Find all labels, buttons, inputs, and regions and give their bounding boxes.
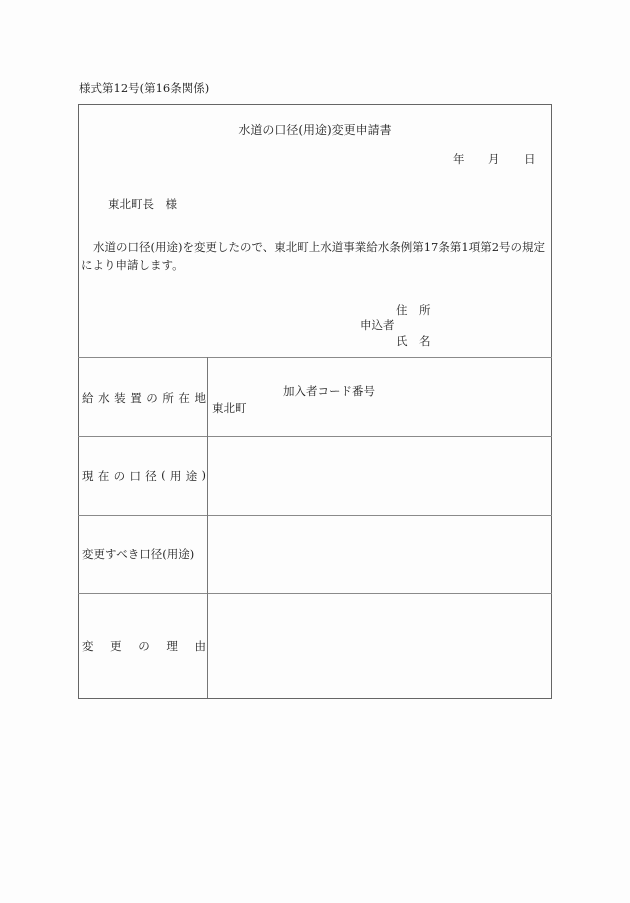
location-town: 東北町 bbox=[212, 401, 247, 415]
row-divider bbox=[78, 436, 552, 437]
form-number: 様式第12号(第16条関係) bbox=[79, 81, 210, 95]
label-char: 途 bbox=[185, 469, 198, 483]
document-title: 水道の口径(用途)変更申請書 bbox=[238, 123, 392, 137]
change-reason-label bbox=[82, 638, 206, 654]
row-divider bbox=[78, 515, 552, 516]
applicant-label: 申込者 bbox=[360, 318, 395, 332]
label-char: 装 bbox=[114, 391, 126, 405]
row-divider bbox=[78, 593, 552, 594]
row-divider bbox=[78, 357, 552, 358]
label-char: 径 bbox=[145, 469, 157, 483]
label-char: 口 bbox=[129, 469, 141, 483]
date-month-label: 月 bbox=[488, 152, 500, 166]
label-char: 所 bbox=[162, 391, 174, 405]
label-char: の bbox=[138, 639, 150, 653]
body-text-line2: により申請します。 bbox=[81, 258, 184, 272]
supply-location-label bbox=[82, 390, 206, 406]
label-char: 在 bbox=[178, 391, 190, 405]
label-char: ( bbox=[161, 468, 166, 482]
label-char: 置 bbox=[130, 391, 142, 405]
label-char: 用 bbox=[169, 469, 182, 483]
applicant-address-label: 住 所 bbox=[396, 303, 431, 317]
label-char: 水 bbox=[98, 391, 110, 405]
label-char: 更 bbox=[110, 639, 122, 653]
applicant-name-label: 氏 名 bbox=[396, 334, 431, 348]
current-diameter-label bbox=[82, 468, 206, 484]
new-diameter-label: 変更すべき口径(用途) bbox=[82, 547, 195, 561]
label-char: 現 bbox=[82, 469, 94, 483]
addressee: 東北町長 様 bbox=[108, 197, 177, 211]
label-char: の bbox=[113, 469, 126, 483]
label-char: 給 bbox=[82, 391, 94, 405]
label-char: 由 bbox=[194, 639, 206, 653]
date-year-label: 年 bbox=[453, 152, 465, 166]
column-divider bbox=[207, 357, 208, 698]
label-char: 在 bbox=[97, 469, 110, 483]
label-char: 地 bbox=[194, 391, 206, 405]
subscriber-code-label: 加入者コード番号 bbox=[283, 384, 375, 398]
label-char: 理 bbox=[166, 639, 178, 653]
label-char: の bbox=[146, 391, 158, 405]
date-day-label: 日 bbox=[524, 152, 536, 166]
body-text-line1: 水道の口径(用途)を変更したので、東北町上水道事業給水条例第17条第1項第2号の規定 bbox=[93, 240, 546, 254]
label-char: 変 bbox=[82, 639, 94, 653]
label-char: ) bbox=[201, 468, 206, 482]
